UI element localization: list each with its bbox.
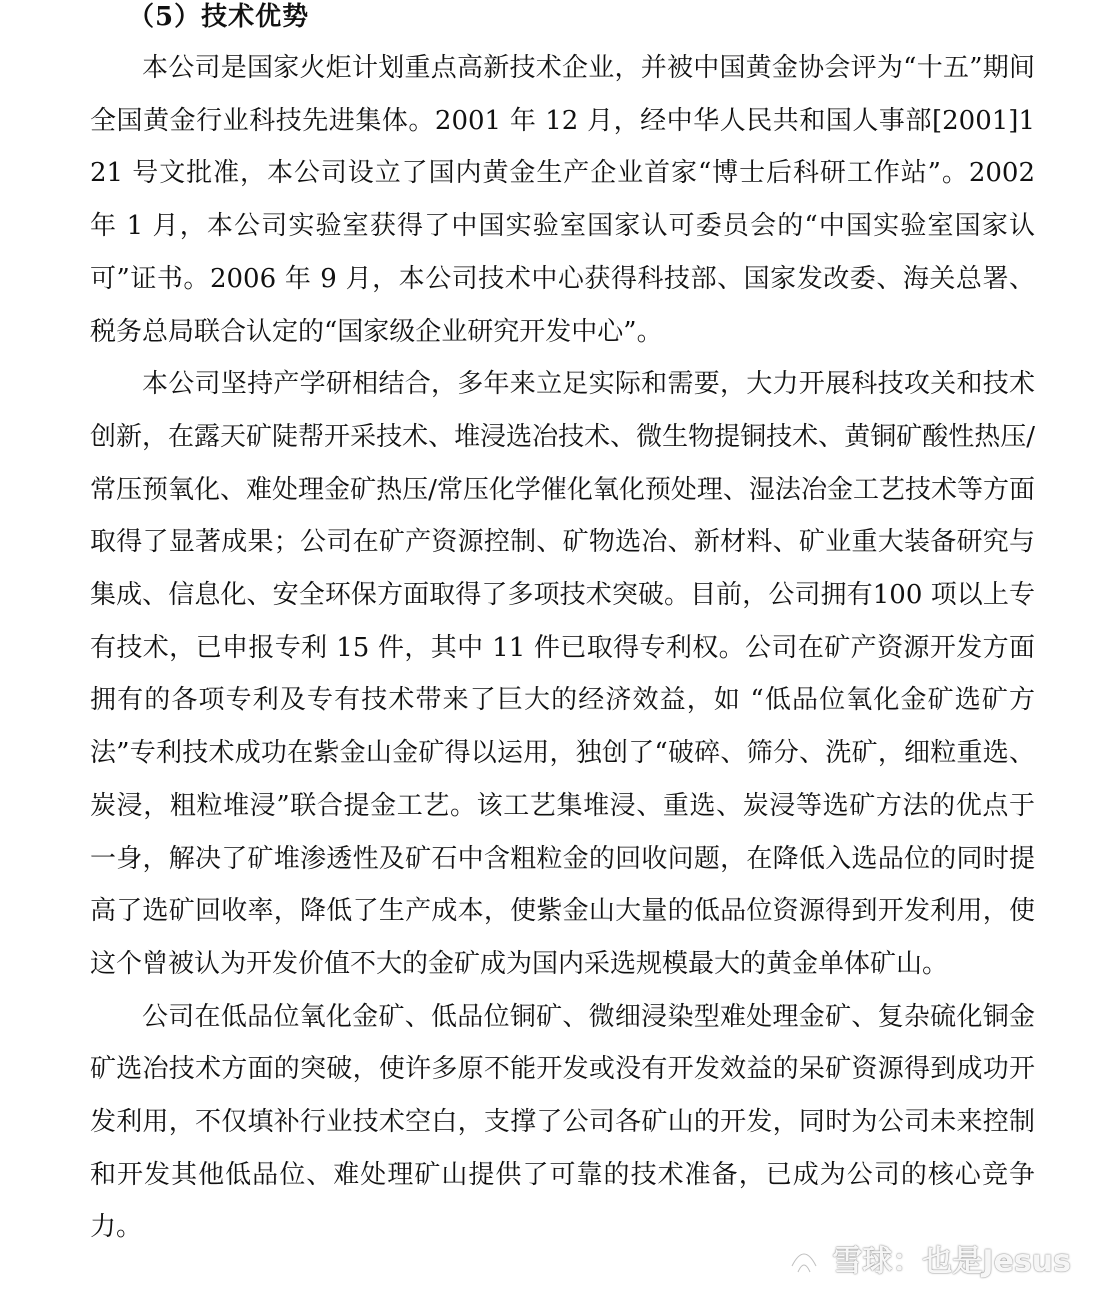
document-body <box>90 0 1035 1254</box>
paragraph-2: 本公司坚持产学研相结合，多年来立足实际和需要，大力开展科技攻关和技术创新，在露天矿陡帮开采技术、堆浸选冶技术、微生物提铜技术、黄铜矿酸性热压/常压预氧化、难处理金矿热压/常压化学催化氧化预处理、湿法冶金工艺技术等方面取得了显著成果；公司在矿产资源控制、矿物选冶、新材料、矿业重大装备研究与集成、信息化、安全环保方面取得了多项技术突破。目前，公司拥有100 项以上专有技术，已申报专利 15 件，其中 11 件已取得专利权。公司在矿产资源开发方面拥有的各项专利及专有技术带来了巨大的经济效益，如 “低品位氧化金矿选矿方法”专利技术成功在紫金山金矿得以运用，独创了“破碎、筛分、洗矿，细粒重选、炭浸，粗粒堆浸”联合提金工艺。该工艺集堆浸、重选、炭浸等选矿方法的优点于一身，解决了矿堆渗透性及矿石中含粗粒金的回收问题，在降低入选品位的同时提高了选矿回收率，降低了生产成本，使紫金山大量的低品位资源得到开发利用，使这个曾被认为开发价值不大的金矿成为国内采选规模最大的黄金单体矿山。 <box>90 369 1035 979</box>
watermark-text: 雪球：也是Jesus <box>832 1244 1071 1279</box>
xueqiu-logo-icon <box>782 1236 826 1280</box>
section-heading: （5）技术优势 <box>128 2 310 32</box>
paragraph-3: 公司在低品位氧化金矿、低品位铜矿、微细浸染型难处理金矿、复杂硫化铜金矿选冶技术方面的突破，使许多原不能开发或没有开发效益的呆矿资源得到成功开发利用，不仅填补行业技术空白，支撑了公司各矿山的开发，同时为公司未来控制和开发其他低品位、难处理矿山提供了可靠的技术准备，已成为公司的核心竞争力。 <box>90 1001 1035 1243</box>
paragraph-1: 本公司是国家火炬计划重点高新技术企业，并被中国黄金协会评为“十五”期间全国黄金行业科技先进集体。2001 年 12 月，经中华人民共和国人事部[2001]121 号文批准，本公司设立了国内黄金生产企业首家“博士后科研工作站”。2002 年 1 月，本公司实验室获得了中国实验室国家认可委员会的“中国实验室国家认可”证书。2006 年 9 月，本公司技术中心获得科技部、国家发改委、海关总署、税务总局联合认定的“国家级企业研究开发中心”。 <box>90 53 1035 347</box>
watermark <box>782 1236 1071 1280</box>
